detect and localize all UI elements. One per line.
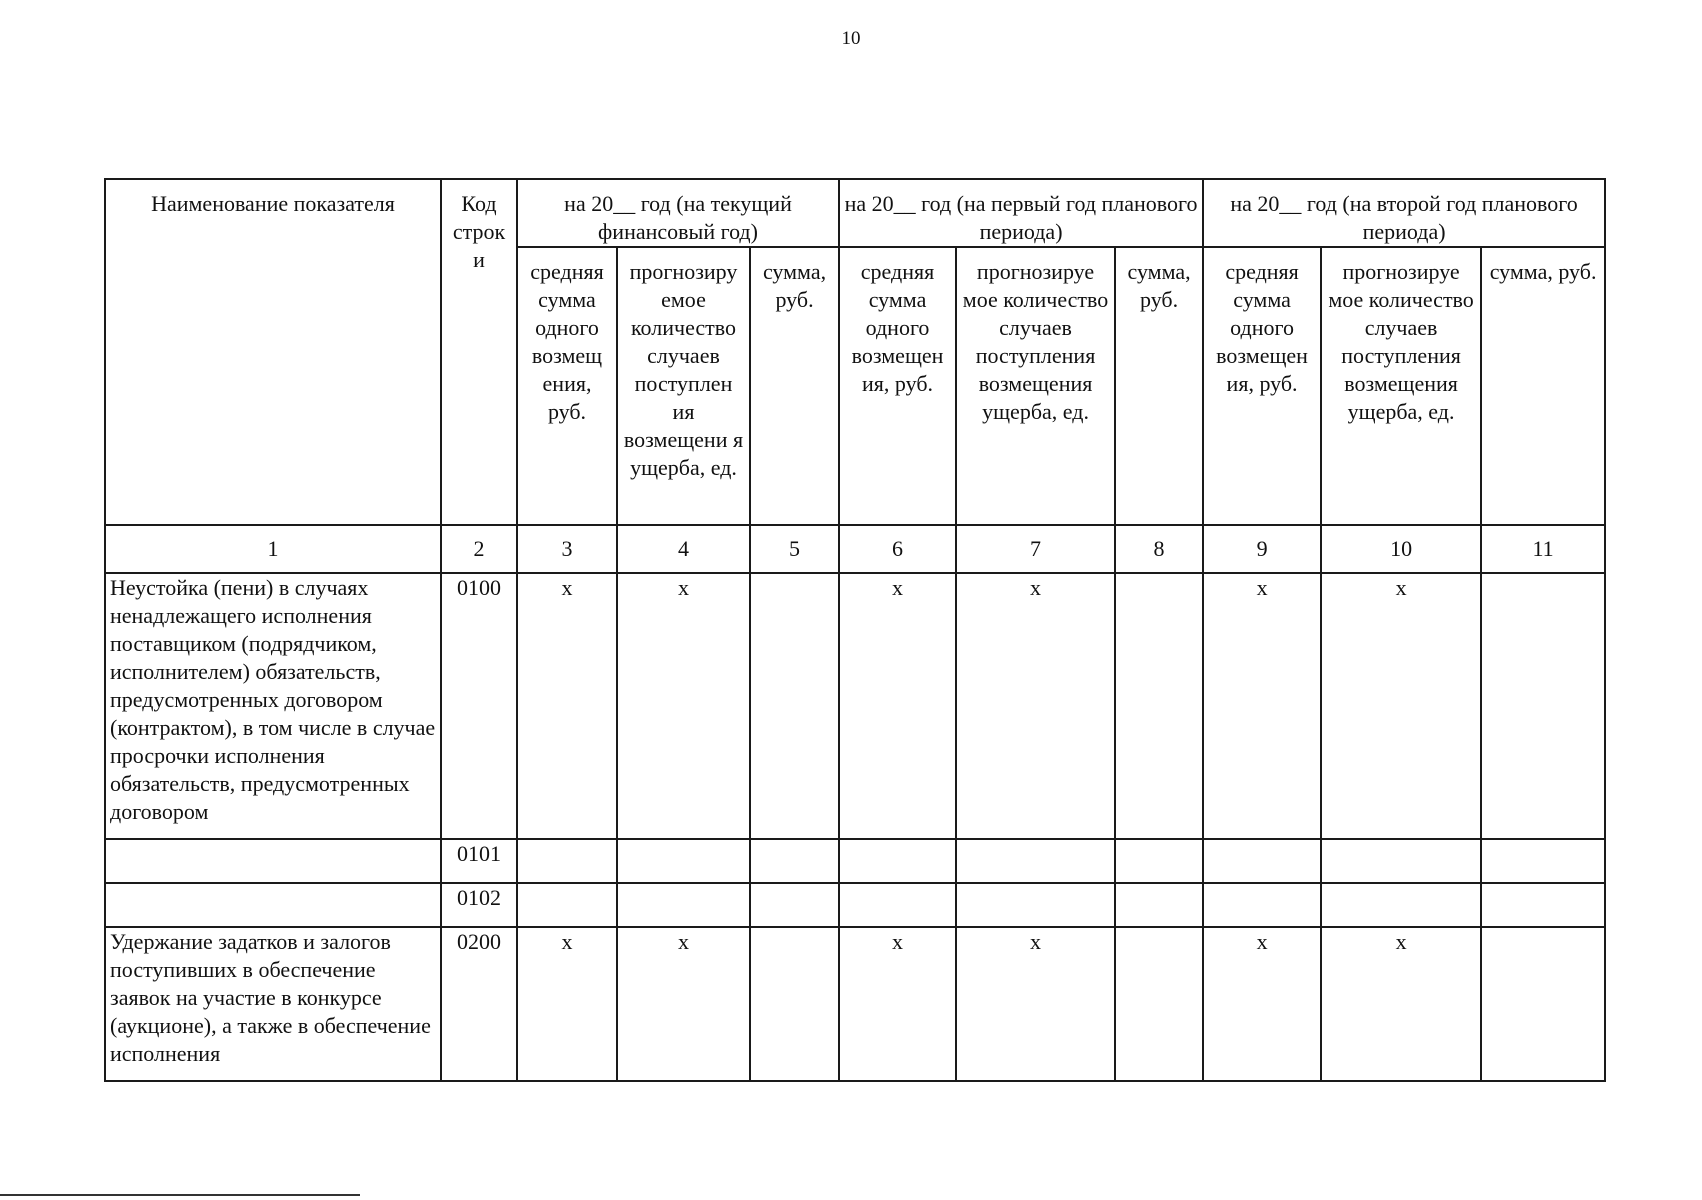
header-avg-amount-second: средняя сумма одного возмещен ия, руб. xyxy=(1203,247,1321,525)
table-cell xyxy=(1115,573,1203,839)
table-cell xyxy=(1115,883,1203,927)
header-avg-amount-first: средняя сумма одного возмещен ия, руб. xyxy=(839,247,956,525)
table-cell xyxy=(750,883,839,927)
column-number: 7 xyxy=(956,525,1115,573)
table-cell: x xyxy=(617,573,750,839)
table-cell xyxy=(1481,883,1605,927)
header-avg-amount-current: средняя сумма одного возмещ ения, руб. xyxy=(517,247,617,525)
row-code: 0102 xyxy=(441,883,517,927)
table-cell xyxy=(839,839,956,883)
table-cell: x xyxy=(1321,927,1481,1081)
table-cell: x xyxy=(956,573,1115,839)
table-cell xyxy=(1203,839,1321,883)
column-number: 10 xyxy=(1321,525,1481,573)
table-cell xyxy=(1321,883,1481,927)
table-cell xyxy=(750,573,839,839)
row-name xyxy=(105,839,441,883)
table-cell xyxy=(750,927,839,1081)
header-sum-first: сумма, руб. xyxy=(1115,247,1203,525)
table-cell: x xyxy=(1203,927,1321,1081)
table-cell: x xyxy=(956,927,1115,1081)
header-group-first-plan-year: на 20__ год (на первый год планового периода) xyxy=(839,179,1203,247)
header-forecast-count-first: прогнозируе мое количество случаев поступления возмещения ущерба, ед. xyxy=(956,247,1115,525)
row-code: 0101 xyxy=(441,839,517,883)
header-forecast-count-second: прогнозируе мое количество случаев поступления возмещения ущерба, ед. xyxy=(1321,247,1481,525)
footer-divider xyxy=(0,1194,360,1196)
column-number: 1 xyxy=(105,525,441,573)
header-row-groups xyxy=(105,179,1605,247)
page-number: 10 xyxy=(841,28,861,49)
table-cell xyxy=(617,883,750,927)
header-code: Код строк и xyxy=(441,179,517,525)
table-cell xyxy=(1481,573,1605,839)
table-cell xyxy=(839,883,956,927)
column-number: 6 xyxy=(839,525,956,573)
table-cell xyxy=(1115,839,1203,883)
column-number: 9 xyxy=(1203,525,1321,573)
table-cell xyxy=(956,883,1115,927)
table-cell: x xyxy=(517,927,617,1081)
table-row xyxy=(105,927,1605,1081)
column-number-row xyxy=(105,525,1605,573)
table-cell xyxy=(750,839,839,883)
table-cell xyxy=(517,839,617,883)
row-code: 0200 xyxy=(441,927,517,1081)
table-cell xyxy=(1481,927,1605,1081)
table-cell: x xyxy=(1321,573,1481,839)
report-table xyxy=(104,178,1606,1082)
table-cell xyxy=(956,839,1115,883)
header-sum-current: сумма, руб. xyxy=(750,247,839,525)
header-indicator: Наименование показателя xyxy=(105,179,441,525)
table-cell: x xyxy=(617,927,750,1081)
column-number: 4 xyxy=(617,525,750,573)
row-name: Удержание задатков и залогов поступивших в обеспечение заявок на участие в конкурсе (аукционе), а также в обеспечение исполнения xyxy=(105,927,441,1081)
table-cell xyxy=(517,883,617,927)
table-cell xyxy=(1321,839,1481,883)
column-number: 11 xyxy=(1481,525,1605,573)
table-row xyxy=(105,573,1605,839)
table-cell xyxy=(617,839,750,883)
column-number: 2 xyxy=(441,525,517,573)
header-sum-second: сумма, руб. xyxy=(1481,247,1605,525)
header-group-current-year: на 20__ год (на текущий финансовый год) xyxy=(517,179,839,247)
table-row xyxy=(105,839,1605,883)
column-number: 8 xyxy=(1115,525,1203,573)
column-number: 5 xyxy=(750,525,839,573)
header-group-second-plan-year: на 20__ год (на второй год планового периода) xyxy=(1203,179,1605,247)
table-cell xyxy=(1203,883,1321,927)
row-name: Неустойка (пени) в случаях ненадлежащего исполнения поставщиком (подрядчиком, исполнителем) обязательств, предусмотренных договором (контрактом), в том числе в случае просрочки исполнения обязательств, предусмотренных договором xyxy=(105,573,441,839)
table-cell: x xyxy=(1203,573,1321,839)
row-name xyxy=(105,883,441,927)
table-cell xyxy=(1115,927,1203,1081)
table-row xyxy=(105,883,1605,927)
column-number: 3 xyxy=(517,525,617,573)
table-cell: x xyxy=(839,927,956,1081)
header-forecast-count-current: прогнозиру емое количество случаев поступлен ия возмещени я ущерба, ед. xyxy=(617,247,750,525)
table-cell xyxy=(1481,839,1605,883)
row-code: 0100 xyxy=(441,573,517,839)
table-cell: x xyxy=(517,573,617,839)
table-cell: x xyxy=(839,573,956,839)
